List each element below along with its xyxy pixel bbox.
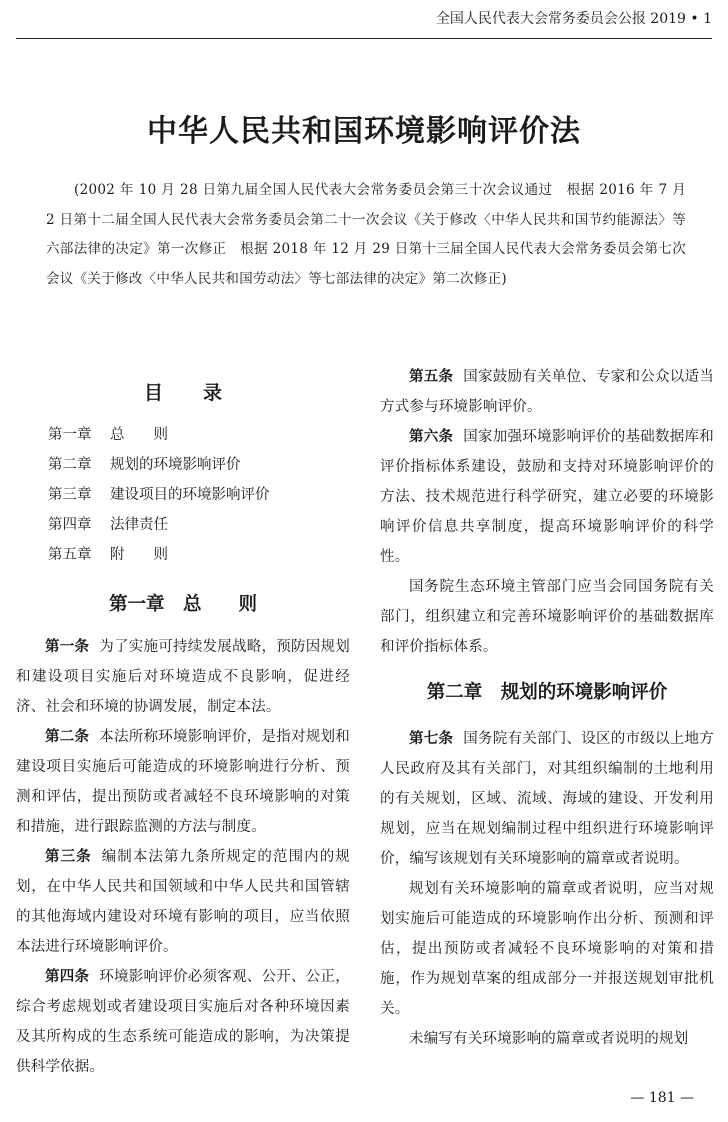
toc-chapter-name: 规划的环境影响评价 xyxy=(110,457,241,473)
journal-header: 全国人民代表大会常务委员会公报 2019 • 1 xyxy=(435,11,712,27)
article-text: 国务院有关部门、设区的市级以上地方人民政府及其有关部门，对其组织编制的土地利用的有关规划，区域、流域、海域的建设、开发利用规划，应当在规划编制过程中组织进行环境影响评价，编写该规划有关环境影响的篇章或者说明。 xyxy=(380,731,714,867)
table-of-contents xyxy=(48,420,348,570)
chapter-2-heading: 第二章 规划的环境影响评价 xyxy=(426,682,668,703)
article-label: 第四条 xyxy=(45,968,90,985)
article-text: 编制本法第九条所规定的范围内的规划，在中华人民共和国领域和中华人民共和国管辖的其他海域内建设对环境有影响的项目，应当依照本法进行环境影响评价。 xyxy=(16,849,350,955)
toc-item xyxy=(48,420,348,450)
article-text: 本法所称环境影响评价，是指对规划和建设项目实施后可能造成的环境影响进行分析、预测和评估，提出预防或者减轻不良环境影响的对策和措施，进行跟踪监测的方法与制度。 xyxy=(16,729,350,835)
article xyxy=(380,724,714,874)
article-label: 第二条 xyxy=(45,728,90,745)
article-text: 国家鼓励有关单位、专家和公众以适当方式参与环境影响评价。 xyxy=(380,369,714,415)
article xyxy=(380,422,714,572)
paragraph: 国务院生态环境主管部门应当会同国务院有关部门，组织建立和完善环境影响评价的基础数据库和评价指标体系。 xyxy=(380,579,714,655)
header-divider xyxy=(16,38,712,39)
toc-chapter-name: 附 则 xyxy=(110,547,168,563)
toc-item xyxy=(48,450,348,480)
toc-chapter-name: 总 则 xyxy=(110,427,168,443)
toc-chapter-num: 第二章 xyxy=(48,457,92,473)
toc-title: 目录 xyxy=(143,382,262,404)
law-title: 中华人民共和国环境影响评价法 xyxy=(147,114,581,149)
toc-chapter-name: 建设项目的环境影响评价 xyxy=(110,487,270,503)
article-text: 环境影响评价必须客观、公开、公正，综合考虑规划或者建设项目实施后对各种环境因素及其所构成的生态系统可能造成的影响，为决策提供科学依据。 xyxy=(16,969,350,1075)
enactment-history xyxy=(46,176,686,294)
paragraph: 规划有关环境影响的篇章或者说明，应当对规划实施后可能造成的环境影响作出分析、预测和评估，提出预防或者减轻不良环境影响的对策和措施，作为规划草案的组成部分一并报送规划审批机关。 xyxy=(380,881,714,1017)
article xyxy=(16,722,350,842)
article-text: 为了实施可持续发展战略，预防因规划和建设项目实施后对环境造成不良影响，促进经济、社会和环境的协调发展，制定本法。 xyxy=(16,639,350,715)
toc-chapter-num: 第四章 xyxy=(48,517,92,533)
toc-item xyxy=(48,540,348,570)
toc-item xyxy=(48,510,348,540)
article xyxy=(16,632,350,722)
toc-chapter-name: 法律责任 xyxy=(110,517,168,533)
article-label: 第七条 xyxy=(409,730,454,747)
article xyxy=(380,362,714,422)
paragraph: 未编写有关环境影响的篇章或者说明的规划 xyxy=(409,1031,689,1047)
article xyxy=(16,842,350,962)
history-text: (2002 年 10 月 28 日第九届全国人民代表大会常务委员会第三十次会议通过 根据 2016 年 7 月 2 日第十二届全国人民代表大会常务委员会第二十一次会议《关于修改〈中华人民共和国节约能源法〉等六部法律的决定》第一次修正 根据 2018 年 12 月 29 日第十三届全国人民代表大会常务委员会第七次会议《关于修改〈中华人民共和国劳动法〉等七部法律的决定》第二次修正) xyxy=(46,182,686,287)
article-label: 第三条 xyxy=(45,848,92,865)
chapter-2-body xyxy=(380,724,714,1054)
article-label: 第六条 xyxy=(409,428,454,445)
toc-chapter-num: 第五章 xyxy=(48,547,92,563)
page-number: — 181 — xyxy=(630,1090,694,1106)
chapter-1-body xyxy=(16,632,350,1082)
toc-item xyxy=(48,480,348,510)
article xyxy=(16,962,350,1082)
chapter-1-heading: 第一章 总 则 xyxy=(108,594,257,615)
right-top-body xyxy=(380,362,714,662)
article-label: 第五条 xyxy=(409,368,454,385)
article-text: 国家加强环境影响评价的基础数据库和评价指标体系建设，鼓励和支持对环境影响评价的方法、技术规范进行科学研究，建立必要的环境影响评价信息共享制度，提高环境影响评价的科学性。 xyxy=(380,429,714,565)
toc-chapter-num: 第一章 xyxy=(48,427,92,443)
toc-chapter-num: 第三章 xyxy=(48,487,92,503)
article-label: 第一条 xyxy=(45,638,90,655)
